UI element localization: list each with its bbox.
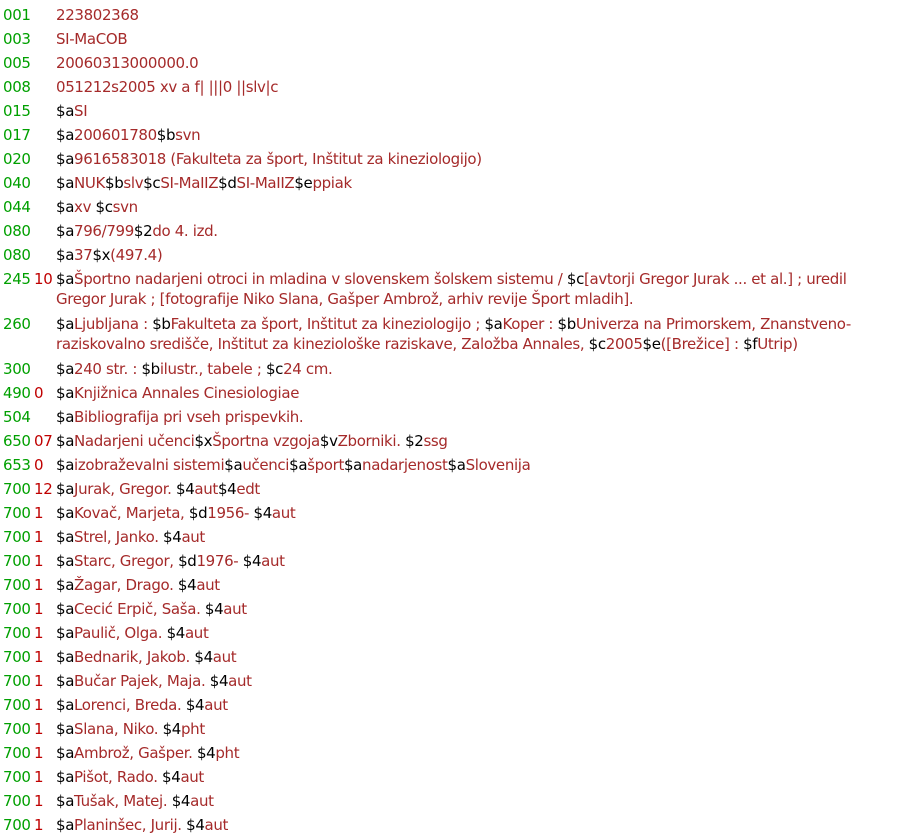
subfield-value: Bibliografija pri vseh prispevkih. xyxy=(74,408,304,426)
field-content xyxy=(56,431,860,451)
subfield-value: aut xyxy=(223,600,247,618)
subfield-value: aut xyxy=(204,816,229,834)
subfield-code: $a xyxy=(447,456,466,474)
subfield-code: $4 xyxy=(166,624,185,642)
marc-field-row xyxy=(0,28,900,52)
subfield-code: $b xyxy=(152,315,171,333)
subfield-code: $a xyxy=(343,456,363,474)
field-content xyxy=(56,551,860,571)
field-content xyxy=(56,743,860,763)
subfield-code: $b xyxy=(557,315,576,333)
subfield-value: 051212s2005 xv a f| |||0 ||slv|c xyxy=(56,78,279,96)
subfield-code: $4 xyxy=(176,480,195,498)
subfield-code: $a xyxy=(56,480,75,498)
subfield-code: $a xyxy=(56,648,75,666)
subfield-value: SI-MaIIZ xyxy=(236,174,295,192)
field-tag: 700 xyxy=(3,792,31,810)
subfield-value: Pišot, Rado. xyxy=(74,768,163,786)
field-content xyxy=(56,29,860,49)
field-tag: 001 xyxy=(3,6,31,24)
subfield-value: SI-MaCOB xyxy=(56,30,128,48)
field-tag: 650 xyxy=(3,432,31,450)
subfield-value: aut xyxy=(181,528,205,546)
field-indicators: 1 xyxy=(34,792,44,810)
field-content xyxy=(56,815,860,835)
subfield-value: nadarjenost xyxy=(362,456,448,474)
subfield-code: $4 xyxy=(217,480,237,498)
marc-field-row xyxy=(0,694,900,718)
subfield-value: 37 xyxy=(74,246,93,264)
marc-field-row xyxy=(0,670,900,694)
subfield-code: $a xyxy=(56,360,75,378)
field-tag: 015 xyxy=(3,102,31,120)
subfield-code: $f xyxy=(743,335,758,353)
subfield-value: Športno nadarjeni otroci in mladina v slovenskem šolskem sistemu / xyxy=(74,270,567,288)
subfield-code: $c xyxy=(566,270,584,288)
marc-field-row xyxy=(0,526,900,550)
field-tag: 504 xyxy=(3,408,31,426)
subfield-code: $d xyxy=(188,504,208,522)
marc-field-row xyxy=(0,244,900,268)
field-tag: 700 xyxy=(3,624,31,642)
field-indicators: 1 xyxy=(34,624,44,642)
field-tag: 700 xyxy=(3,768,31,786)
subfield-value: 24 cm. xyxy=(283,360,333,378)
field-content xyxy=(56,623,860,643)
field-indicators: 1 xyxy=(34,672,44,690)
subfield-value: 20060313000000.0 xyxy=(56,54,199,72)
subfield-value: aut xyxy=(228,672,252,690)
subfield-code: $2 xyxy=(133,222,153,240)
subfield-value: aut xyxy=(204,696,228,714)
subfield-code: $a xyxy=(56,552,75,570)
marc-field-row xyxy=(0,313,900,358)
subfield-code: $4 xyxy=(177,576,197,594)
field-content xyxy=(56,77,860,97)
field-content xyxy=(56,383,860,403)
field-content xyxy=(56,125,860,145)
subfield-value: Cecić Erpič, Saša. xyxy=(74,600,205,618)
subfield-code: $a xyxy=(56,126,75,144)
subfield-value: pht xyxy=(215,744,240,762)
subfield-value: Koper : xyxy=(502,315,558,333)
subfield-value: Knjižnica Annales Cinesiologiae xyxy=(74,384,300,402)
subfield-code: $a xyxy=(56,768,75,786)
field-tag: 300 xyxy=(3,360,31,378)
subfield-value: Slovenija xyxy=(465,456,531,474)
field-content xyxy=(56,671,860,691)
field-tag: 700 xyxy=(3,816,31,834)
marc-field-row xyxy=(0,76,900,100)
field-content xyxy=(56,53,860,73)
marc-field-row xyxy=(0,646,900,670)
subfield-value: šport xyxy=(307,456,344,474)
field-tag: 044 xyxy=(3,198,31,216)
field-content xyxy=(56,197,860,217)
subfield-code: $a xyxy=(56,102,75,120)
subfield-code: $d xyxy=(218,174,237,192)
field-content xyxy=(56,5,860,25)
subfield-code: $4 xyxy=(194,648,213,666)
subfield-code: $a xyxy=(289,456,308,474)
subfield-value: Lorenci, Breda. xyxy=(74,696,186,714)
field-tag: 008 xyxy=(3,78,31,96)
subfield-value: Jurak, Gregor. xyxy=(74,480,177,498)
marc-field-row xyxy=(0,52,900,76)
subfield-value: ([Brežice] : xyxy=(660,335,744,353)
subfield-code: $4 xyxy=(185,696,205,714)
marc-field-row xyxy=(0,742,900,766)
subfield-code: $b xyxy=(141,360,160,378)
marc-field-row xyxy=(0,4,900,28)
subfield-code: $a xyxy=(56,432,75,450)
subfield-code: $a xyxy=(56,222,75,240)
subfield-value: 796/799 xyxy=(74,222,134,240)
field-tag: 700 xyxy=(3,696,31,714)
field-content xyxy=(56,647,860,667)
subfield-code: $c xyxy=(95,198,113,216)
subfield-value: 1976- xyxy=(196,552,243,570)
subfield-value: ppiak xyxy=(312,174,352,192)
subfield-code: $x xyxy=(92,246,111,264)
subfield-code: $d xyxy=(178,552,197,570)
subfield-code: $v xyxy=(319,432,338,450)
marc-field-row xyxy=(0,478,900,502)
subfield-code: $c xyxy=(265,360,284,378)
subfield-value: Utrip) xyxy=(757,335,798,353)
field-tag: 080 xyxy=(3,246,31,264)
marc-field-row xyxy=(0,382,900,406)
field-content xyxy=(56,101,860,121)
field-indicators: 1 xyxy=(34,576,44,594)
subfield-code: $a xyxy=(56,384,75,402)
subfield-code: $e xyxy=(642,335,661,353)
subfield-code: $a xyxy=(56,792,75,810)
subfield-value: (497.4) xyxy=(110,246,163,264)
field-content xyxy=(56,245,860,265)
field-tag: 700 xyxy=(3,528,31,546)
marc-field-row xyxy=(0,220,900,244)
marc-field-row xyxy=(0,550,900,574)
subfield-code: $a xyxy=(56,198,75,216)
subfield-code: $4 xyxy=(209,672,229,690)
field-tag: 700 xyxy=(3,504,31,522)
subfield-value: aut xyxy=(180,768,204,786)
subfield-code: $a xyxy=(56,600,75,618)
field-indicators: 0 xyxy=(34,456,44,474)
subfield-code: $a xyxy=(56,315,75,333)
subfield-value: aut xyxy=(194,480,218,498)
field-indicators: 1 xyxy=(34,768,44,786)
field-indicators: 1 xyxy=(34,744,44,762)
field-tag: 017 xyxy=(3,126,31,144)
subfield-value: aut xyxy=(212,648,237,666)
field-indicators: 1 xyxy=(34,816,44,834)
subfield-value: 200601780 xyxy=(74,126,157,144)
marc-field-row xyxy=(0,598,900,622)
field-content xyxy=(56,173,860,193)
subfield-code: $4 xyxy=(196,744,216,762)
subfield-code: $a xyxy=(56,174,75,192)
field-tag: 700 xyxy=(3,672,31,690)
subfield-value: Žagar, Drago. xyxy=(74,576,178,594)
subfield-value: Bednarik, Jakob. xyxy=(74,648,195,666)
field-content xyxy=(56,455,860,475)
subfield-code: $2 xyxy=(405,432,424,450)
subfield-code: $a xyxy=(56,270,75,288)
subfield-code: $a xyxy=(56,504,75,522)
marc-field-row xyxy=(0,766,900,790)
subfield-value: edt xyxy=(236,480,260,498)
subfield-code: $a xyxy=(56,246,75,264)
field-tag: 700 xyxy=(3,552,31,570)
subfield-value: Starc, Gregor, xyxy=(74,552,179,570)
subfield-code: $4 xyxy=(253,504,272,522)
subfield-code: $b xyxy=(105,174,124,192)
subfield-code: $x xyxy=(194,432,213,450)
subfield-value: do 4. izd. xyxy=(152,222,218,240)
subfield-code: $a xyxy=(224,456,243,474)
subfield-value: Strel, Janko. xyxy=(74,528,164,546)
field-content xyxy=(56,503,860,523)
subfield-value: 1956- xyxy=(207,504,254,522)
field-content xyxy=(56,791,860,811)
field-tag: 700 xyxy=(3,576,31,594)
subfield-value: Ljubljana : xyxy=(74,315,153,333)
field-content xyxy=(56,767,860,787)
subfield-code: $4 xyxy=(162,768,181,786)
subfield-code: $4 xyxy=(186,816,205,834)
field-indicators: 1 xyxy=(34,600,44,618)
marc-field-row xyxy=(0,814,900,838)
marc-field-row xyxy=(0,454,900,478)
subfield-code: $a xyxy=(484,315,503,333)
field-tag: 700 xyxy=(3,648,31,666)
field-indicators: 1 xyxy=(34,528,44,546)
field-content xyxy=(56,221,860,241)
subfield-value: Kovač, Marjeta, xyxy=(74,504,189,522)
marc-field-row xyxy=(0,358,900,382)
subfield-value: ilustr., tabele ; xyxy=(159,360,266,378)
subfield-value: Bučar Pajek, Maja. xyxy=(74,672,210,690)
field-tag: 020 xyxy=(3,150,31,168)
field-content xyxy=(56,719,860,739)
subfield-value: Fakulteta za šport, Inštitut za kineziologijo ; xyxy=(170,315,485,333)
field-content xyxy=(56,149,860,169)
subfield-code: $a xyxy=(56,744,75,762)
field-indicators: 1 xyxy=(34,648,44,666)
subfield-value: aut xyxy=(271,504,296,522)
subfield-value: aut xyxy=(190,792,214,810)
subfield-code: $c xyxy=(143,174,161,192)
subfield-value: NUK xyxy=(74,174,106,192)
subfield-code: $e xyxy=(294,174,313,192)
subfield-code: $4 xyxy=(163,528,182,546)
marc-field-row xyxy=(0,718,900,742)
field-tag: 490 xyxy=(3,384,31,402)
subfield-value: Slana, Niko. xyxy=(74,720,163,738)
subfield-value: izobraževalni sistemi xyxy=(74,456,225,474)
marc-field-row xyxy=(0,172,900,196)
field-tag: 005 xyxy=(3,54,31,72)
subfield-value: 2005 xyxy=(605,335,643,353)
field-content xyxy=(56,527,860,547)
marc-field-row xyxy=(0,100,900,124)
subfield-value: učenci xyxy=(242,456,290,474)
subfield-value: pht xyxy=(181,720,205,738)
field-tag: 653 xyxy=(3,456,31,474)
field-tag: 080 xyxy=(3,222,31,240)
subfield-code: $4 xyxy=(171,792,191,810)
subfield-value: svn xyxy=(175,126,201,144)
subfield-value: svn xyxy=(112,198,138,216)
field-tag: 700 xyxy=(3,720,31,738)
field-indicators: 1 xyxy=(34,552,44,570)
marc-field-row xyxy=(0,406,900,430)
subfield-code: $a xyxy=(56,672,75,690)
field-tag: 040 xyxy=(3,174,31,192)
marc-field-row xyxy=(0,790,900,814)
subfield-value: [avtorji Gregor Jurak ... et al.] ; uredil Gregor Jurak ; [fotografije Niko Slana, Gašper Ambrož, arhiv revije Šport mladih]. xyxy=(56,270,847,308)
subfield-value: Tušak, Matej. xyxy=(74,792,172,810)
subfield-value: Univerza na Primorskem, Znanstveno-raziskovalno središče, Inštitut za kineziološke raziskave, Založba Annales, xyxy=(56,315,851,353)
subfield-value: 240 str. : xyxy=(74,360,142,378)
subfield-code: $4 xyxy=(242,552,262,570)
field-content xyxy=(56,314,860,354)
subfield-code: $a xyxy=(56,408,75,426)
marc-field-row xyxy=(0,196,900,220)
field-indicators: 10 xyxy=(34,270,53,288)
subfield-code: $a xyxy=(56,696,75,714)
subfield-value: Nadarjeni učenci xyxy=(74,432,195,450)
field-content xyxy=(56,599,860,619)
subfield-code: $4 xyxy=(204,600,224,618)
field-tag: 245 xyxy=(3,270,31,288)
field-content xyxy=(56,695,860,715)
field-tag: 700 xyxy=(3,744,31,762)
subfield-value: aut xyxy=(184,624,209,642)
field-tag: 003 xyxy=(3,30,31,48)
subfield-value: ssg xyxy=(423,432,448,450)
subfield-code: $a xyxy=(56,816,75,834)
field-indicators: 0 xyxy=(34,384,44,402)
marc-field-row xyxy=(0,148,900,172)
subfield-value: aut xyxy=(261,552,285,570)
subfield-code: $a xyxy=(56,624,75,642)
subfield-code: $a xyxy=(56,576,75,594)
subfield-value: Športna vzgoja xyxy=(212,432,320,450)
subfield-value: 223802368 xyxy=(56,6,139,24)
subfield-code: $a xyxy=(56,528,75,546)
subfield-value: SI-MaIIZ xyxy=(160,174,219,192)
subfield-code: $a xyxy=(56,456,75,474)
subfield-value: Paulič, Olga. xyxy=(74,624,167,642)
subfield-code: $a xyxy=(56,720,75,738)
marc-field-row xyxy=(0,268,900,313)
field-indicators: 1 xyxy=(34,504,44,522)
field-tag: 260 xyxy=(3,315,31,333)
field-content xyxy=(56,575,860,595)
subfield-value: Zborniki. xyxy=(337,432,406,450)
field-content xyxy=(56,479,860,499)
field-content xyxy=(56,407,860,427)
subfield-code: $a xyxy=(56,150,75,168)
marc-field-row xyxy=(0,124,900,148)
subfield-value: xv xyxy=(74,198,96,216)
marc-field-row xyxy=(0,622,900,646)
field-tag: 700 xyxy=(3,600,31,618)
field-content xyxy=(56,359,860,379)
field-indicators: 1 xyxy=(34,720,44,738)
marc-field-row xyxy=(0,502,900,526)
marc-field-row xyxy=(0,430,900,454)
field-indicators: 12 xyxy=(34,480,53,498)
subfield-code: $b xyxy=(156,126,176,144)
field-tag: 700 xyxy=(3,480,31,498)
marc-field-row xyxy=(0,574,900,598)
subfield-value: 9616583018 (Fakulteta za šport, Inštitut za kineziologijo) xyxy=(74,150,482,168)
field-indicators: 07 xyxy=(34,432,53,450)
subfield-value: SI xyxy=(74,102,88,120)
subfield-value: Planinšec, Jurij. xyxy=(74,816,187,834)
subfield-value: slv xyxy=(123,174,144,192)
subfield-code: $4 xyxy=(162,720,181,738)
subfield-value: aut xyxy=(196,576,220,594)
subfield-code: $c xyxy=(588,335,606,353)
field-indicators: 1 xyxy=(34,696,44,714)
field-content xyxy=(56,269,860,309)
subfield-value: Ambrož, Gašper. xyxy=(74,744,197,762)
